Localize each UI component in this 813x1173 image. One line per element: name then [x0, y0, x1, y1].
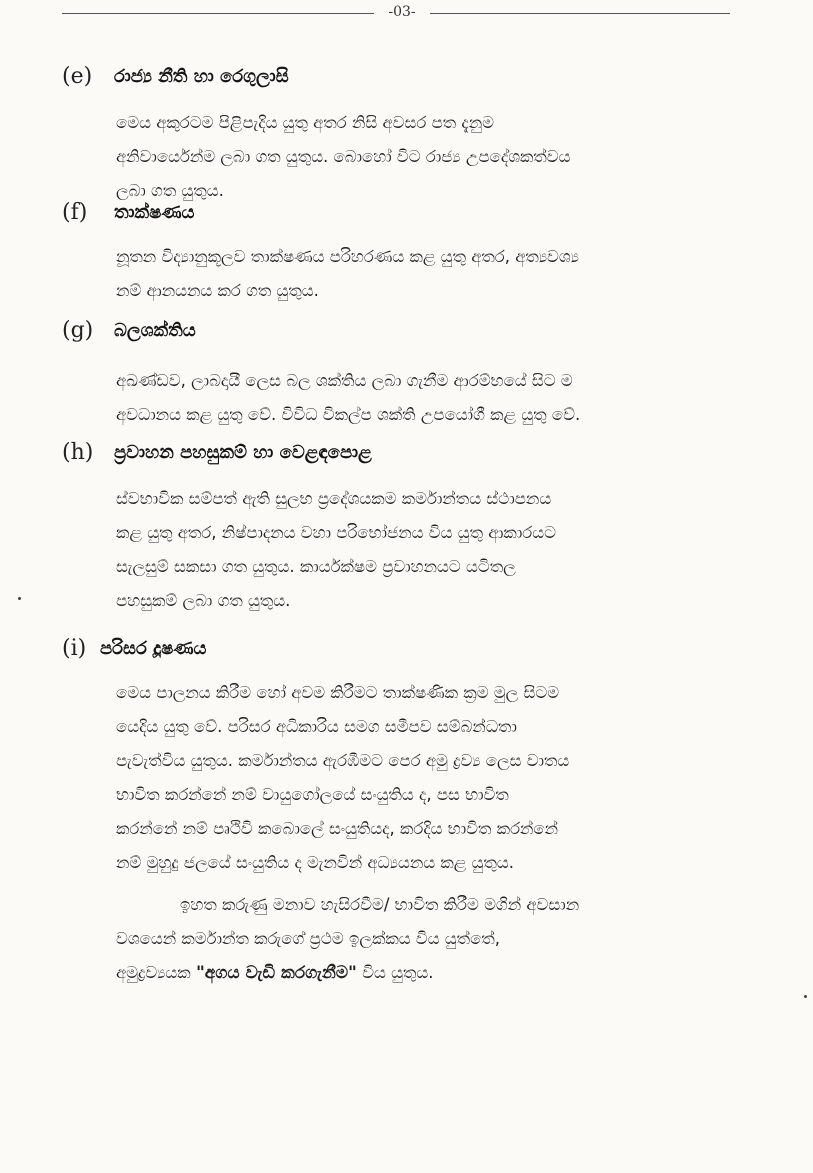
section-title: බලශක්තිය [114, 320, 196, 341]
conclusion-emphasis: "අගය වැඩි කරගැනීම" [195, 963, 357, 983]
section-letter: (h) [62, 440, 94, 465]
section-paragraph [116, 106, 722, 208]
section-title: රාජ්‍ය නීති හා රෙගුලාසි [114, 66, 289, 87]
section-paragraph [116, 240, 722, 308]
paragraph-line: සැලසුම් සකසා ගත යුතුය. කාර්යක්ෂම ප්‍රවාහනයට යටිතල [116, 557, 516, 576]
paragraph-line: යෙදිය යුතු වේ. පරිසර අධිකාරිය සමග සමීපව සම්බන්ධතා [116, 717, 517, 736]
section-letter: (g) [62, 318, 94, 343]
paragraph-line: පැවැත්විය යුතුය. කර්මාන්තය ඇරඹීමට පෙර අමු ද්‍රව්‍ය ලෙස වාතය [116, 751, 570, 770]
section-title: පරිසර දූෂණය [100, 638, 207, 659]
paragraph-line: මෙය අකුරටම පිළිපැදිය යුතු අතර නිසි අවසර පත දැනුම [116, 113, 494, 132]
paragraph-line: අඛණ්ඩව, ලාබදායී ලෙස බල ශක්තිය ලබා ගැනීම ආරම්භයේ සිට ම [116, 371, 573, 390]
scan-speck [18, 597, 21, 600]
section-title: ප්‍රවාහන පහසුකම් හා වෙළඳපොළ [114, 442, 372, 463]
conclusion-text-after: විය යුතුය. [362, 963, 434, 982]
header-rule-right [430, 13, 730, 14]
paragraph-line: ස්වභාවික සම්පත් ඇති සුලභ ප්‍රදේශයකම කර්මාන්තය ස්ථාපනය [116, 489, 552, 508]
paragraph-line: නම් ආනයනය කර ගත යුතුය. [116, 281, 319, 300]
section-letter: (f) [62, 200, 88, 225]
paragraph-line: කළ යුතු අතර, නිෂ්පාදනය වහා පරිභෝජනය විය යුතු ආකාරයට [116, 523, 556, 542]
scan-speck [804, 995, 807, 998]
paragraph-line: ඉහත කරුණු මනාව හැසිරවීම/ භාවිත කිරීම මගින් අවසාන [180, 895, 580, 914]
conclusion-text-before: අමුද්‍රව්‍යයක [116, 963, 191, 982]
paragraph-line: පහසුකම් ලබා ගත යුතුය. [116, 591, 291, 610]
paragraph-line: අනිවාර්යෙන්ම ලබා ගත යුතුය. බොහෝ විට රාජ්‍ය උපදේශකත්වය [116, 147, 571, 166]
conclusion-paragraph [116, 888, 722, 990]
paragraph-line: නූතන විද්‍යානුකූලව තාක්ෂණය පරිහරණය කළ යුතු අතර, අත්‍යවශ්‍ය [116, 247, 579, 266]
section-letter: (e) [62, 64, 93, 89]
paragraph-line: අවධානය කළ යුතු වේ. විවිධ විකල්ප ශක්ති උපයෝගී කළ යුතු වේ. [116, 405, 581, 424]
paragraph-line: නම් මුහුදු ජලයේ සංයුතිය ද මැනවින් අධ්‍යයනය කළ යුතුය. [116, 853, 514, 872]
paragraph-line: වශයෙන් කර්මාන්ත කරුගේ ප්‍රථම ඉලක්කය විය යුත්තේ, [116, 929, 500, 948]
paragraph-line [116, 956, 722, 990]
paragraph-line: භාවිත කරන්නේ නම් වායුගෝලයේ සංයුතිය ද, පස භාවිත [116, 785, 509, 804]
paragraph-line: මෙය පාලනය කිරීම හෝ අවම කිරීමට තාක්ෂණික ක්‍රම මුල සිටම [116, 683, 560, 702]
section-paragraph [116, 676, 722, 880]
section-title: තාක්ෂණය [114, 202, 195, 223]
section-letter: (i) [62, 636, 87, 661]
paragraph-line: ලබා ගත යුතුය. [116, 181, 224, 200]
section-paragraph [116, 482, 722, 618]
paragraph-line: කරන්නේ නම් පෘථිවි කබොලේ සංයුතියද, කරදිය භාවිත කරන්නේ [116, 819, 559, 838]
header-rule-left [62, 13, 374, 14]
page-number: -03- [388, 4, 416, 20]
section-paragraph [116, 364, 722, 432]
